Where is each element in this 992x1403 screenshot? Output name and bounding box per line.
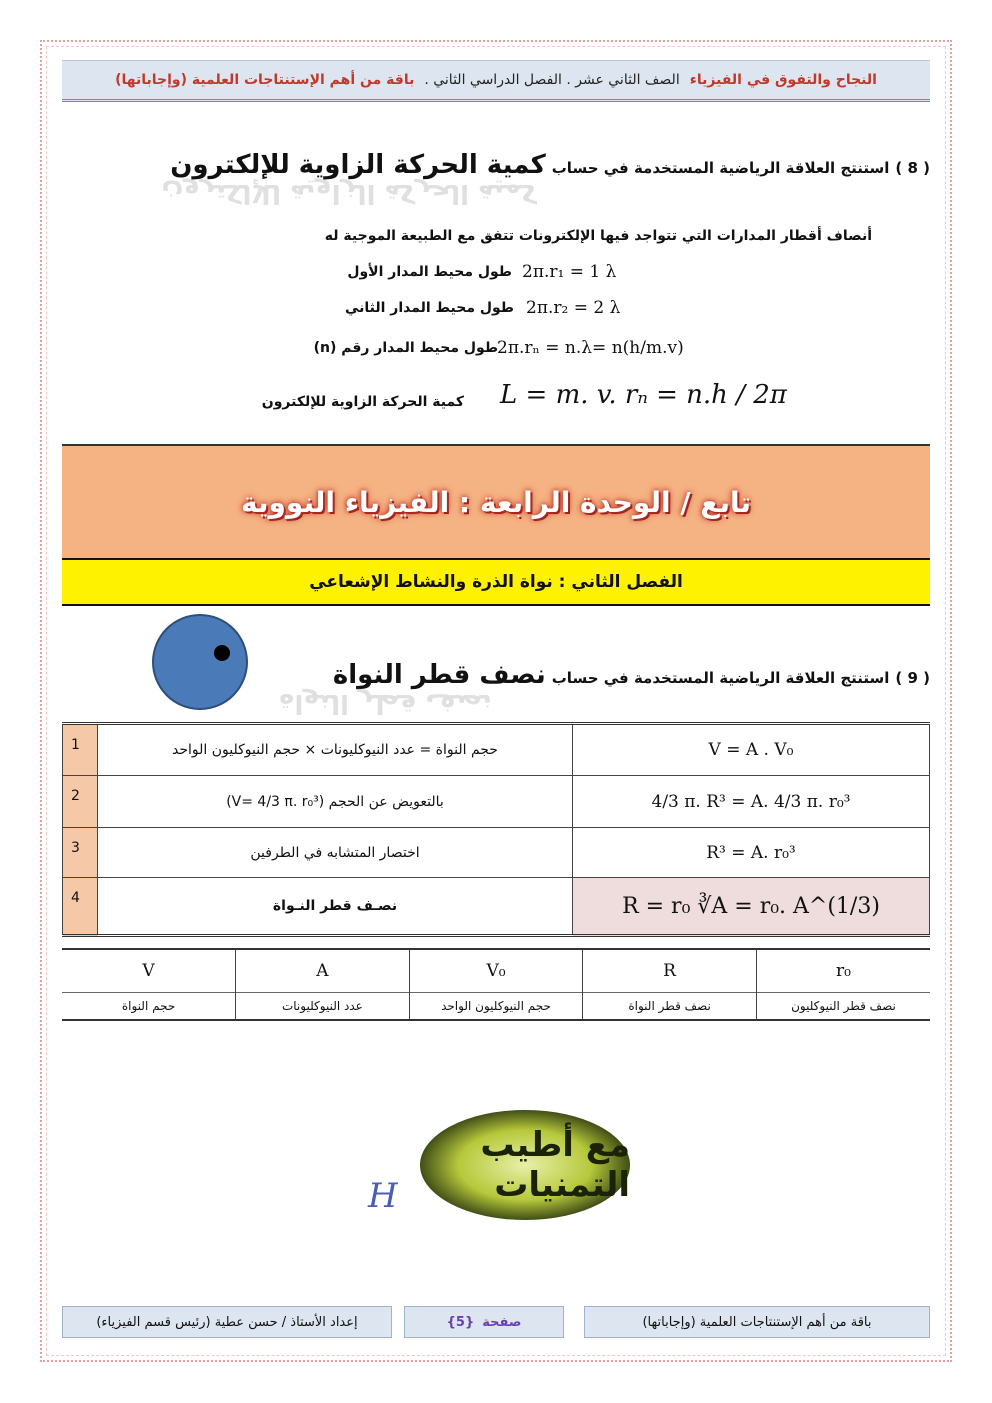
q8-row3-formula: 2π.rₙ = n.λ= n(h/m.v)	[497, 338, 684, 358]
symbol-cell: V	[142, 961, 155, 981]
footer-author	[62, 1306, 392, 1338]
symbol-name-cell: حجم النواة	[62, 993, 236, 1021]
step-description: نصـف قطر النـواة	[98, 878, 573, 936]
footer-author-text: إعداد الأستاذ / حسن عطية (رئيس قسم الفيزياء)	[96, 1314, 358, 1330]
chapter-title-band	[62, 558, 930, 606]
chapter-title: الفصل الثاني : نواة الذرة والنشاط الإشعاعي	[309, 572, 683, 592]
q9-number: ( 9 )	[895, 669, 930, 687]
step-number: 2	[63, 776, 98, 828]
symbols-row	[62, 949, 930, 993]
derivation-table	[62, 722, 930, 937]
footer-page-label: صفحة	[482, 1314, 522, 1330]
page-header	[62, 60, 930, 102]
footer-page	[404, 1306, 564, 1338]
symbol-name-cell: حجم النيوكليون الواحد	[409, 993, 583, 1021]
names-row	[62, 993, 930, 1021]
q9-topic: نصف قطر النواة	[332, 660, 546, 690]
q9-heading	[333, 660, 930, 690]
q8-row3-label: طول محيط المدار رقم (n)	[313, 340, 498, 356]
q9-prompt: استنتج العلاقة الرياضية المستخدمة في حساب	[551, 669, 890, 687]
signature-text: مع أطيب التمنيات	[480, 1125, 630, 1205]
q8-row1-formula: 2π.r₁ = 1 λ	[522, 262, 617, 282]
q8-topic: كمية الحركة الزاوية للإلكترون	[170, 150, 546, 180]
q8-result-label: كمية الحركة الزاوية للإلكترون	[261, 394, 464, 410]
q8-heading	[170, 150, 930, 180]
step-formula: R³ = A. r₀³	[573, 828, 930, 878]
symbol-name-cell: نصف قطر النيوكليون	[756, 993, 930, 1021]
footer-series-text: باقة من أهم الإستنتاجات العلمية (وإجاباتها)	[642, 1314, 872, 1330]
nucleon-dot-illustration	[214, 645, 230, 661]
nucleus-circle-illustration	[152, 614, 248, 710]
symbol-cell: A	[236, 949, 410, 993]
step-number: 3	[63, 828, 98, 878]
step-formula: V = A . V₀	[573, 724, 930, 776]
q8-row2-label: طول محيط المدار الثاني	[344, 300, 514, 316]
table-row	[63, 878, 930, 936]
step-description: بالتعويض عن الحجم (V= 4/3 π. r₀³)	[98, 776, 573, 828]
step-description: حجم النواة = عدد النيوكليونات × حجم النيوكليون الواحد	[98, 724, 573, 776]
step-description: اختصار المتشابه في الطرفين	[98, 828, 573, 878]
q8-number: ( 8 )	[895, 159, 930, 177]
unit-title-band	[62, 444, 930, 558]
header-title: النجاح والتفوق في الفيزياء	[689, 72, 877, 88]
table-row	[63, 828, 930, 878]
author-mark: H	[368, 1176, 398, 1216]
symbol-name-cell: نصف قطر النواة	[583, 993, 757, 1021]
step-formula: R = r₀ ∛A = r₀. A^(1/3)	[573, 878, 930, 936]
table-row	[63, 724, 930, 776]
symbol-cell: R	[583, 949, 757, 993]
symbol-cell: r₀	[756, 949, 930, 993]
q8-topic-reflection: كمية الحركة الزاوية للإلكترون	[161, 178, 537, 208]
symbol-cell: V₀	[409, 949, 583, 993]
step-number: 1	[63, 724, 98, 776]
q9-topic-reflection: نصف قطر النواة	[279, 688, 492, 718]
calligraphy-signature	[420, 1110, 630, 1220]
symbol-name-cell: عدد النيوكليونات	[236, 993, 410, 1021]
q8-intro: أنصاف أقطار المدارات التي تتواجد فيها الإلكترونات تتفق مع الطبيعة الموجية له	[324, 228, 872, 244]
symbols-table	[62, 948, 930, 1021]
unit-title: تابع / الوحدة الرابعة : الفيزياء النووية	[240, 485, 751, 519]
q8-prompt: استنتج العلاقة الرياضية المستخدمة في حساب	[551, 159, 890, 177]
step-formula: 4/3 π. R³ = A. 4/3 π. r₀³	[573, 776, 930, 828]
header-grade: الصف الثاني عشر . الفصل الدراسي الثاني .	[424, 72, 680, 88]
q8-result-formula: L = m. v. rₙ = n.h / 2π	[500, 380, 787, 410]
footer-page-number: {5}	[446, 1314, 475, 1330]
q8-row1-label: طول محيط المدار الأول	[347, 264, 512, 280]
q8-row2-formula: 2π.r₂ = 2 λ	[526, 298, 621, 318]
footer-series	[584, 1306, 930, 1338]
header-series: باقة من أهم الإستنتاجات العلمية (وإجاباتها)	[115, 72, 415, 88]
step-number: 4	[63, 878, 98, 936]
table-row	[63, 776, 930, 828]
